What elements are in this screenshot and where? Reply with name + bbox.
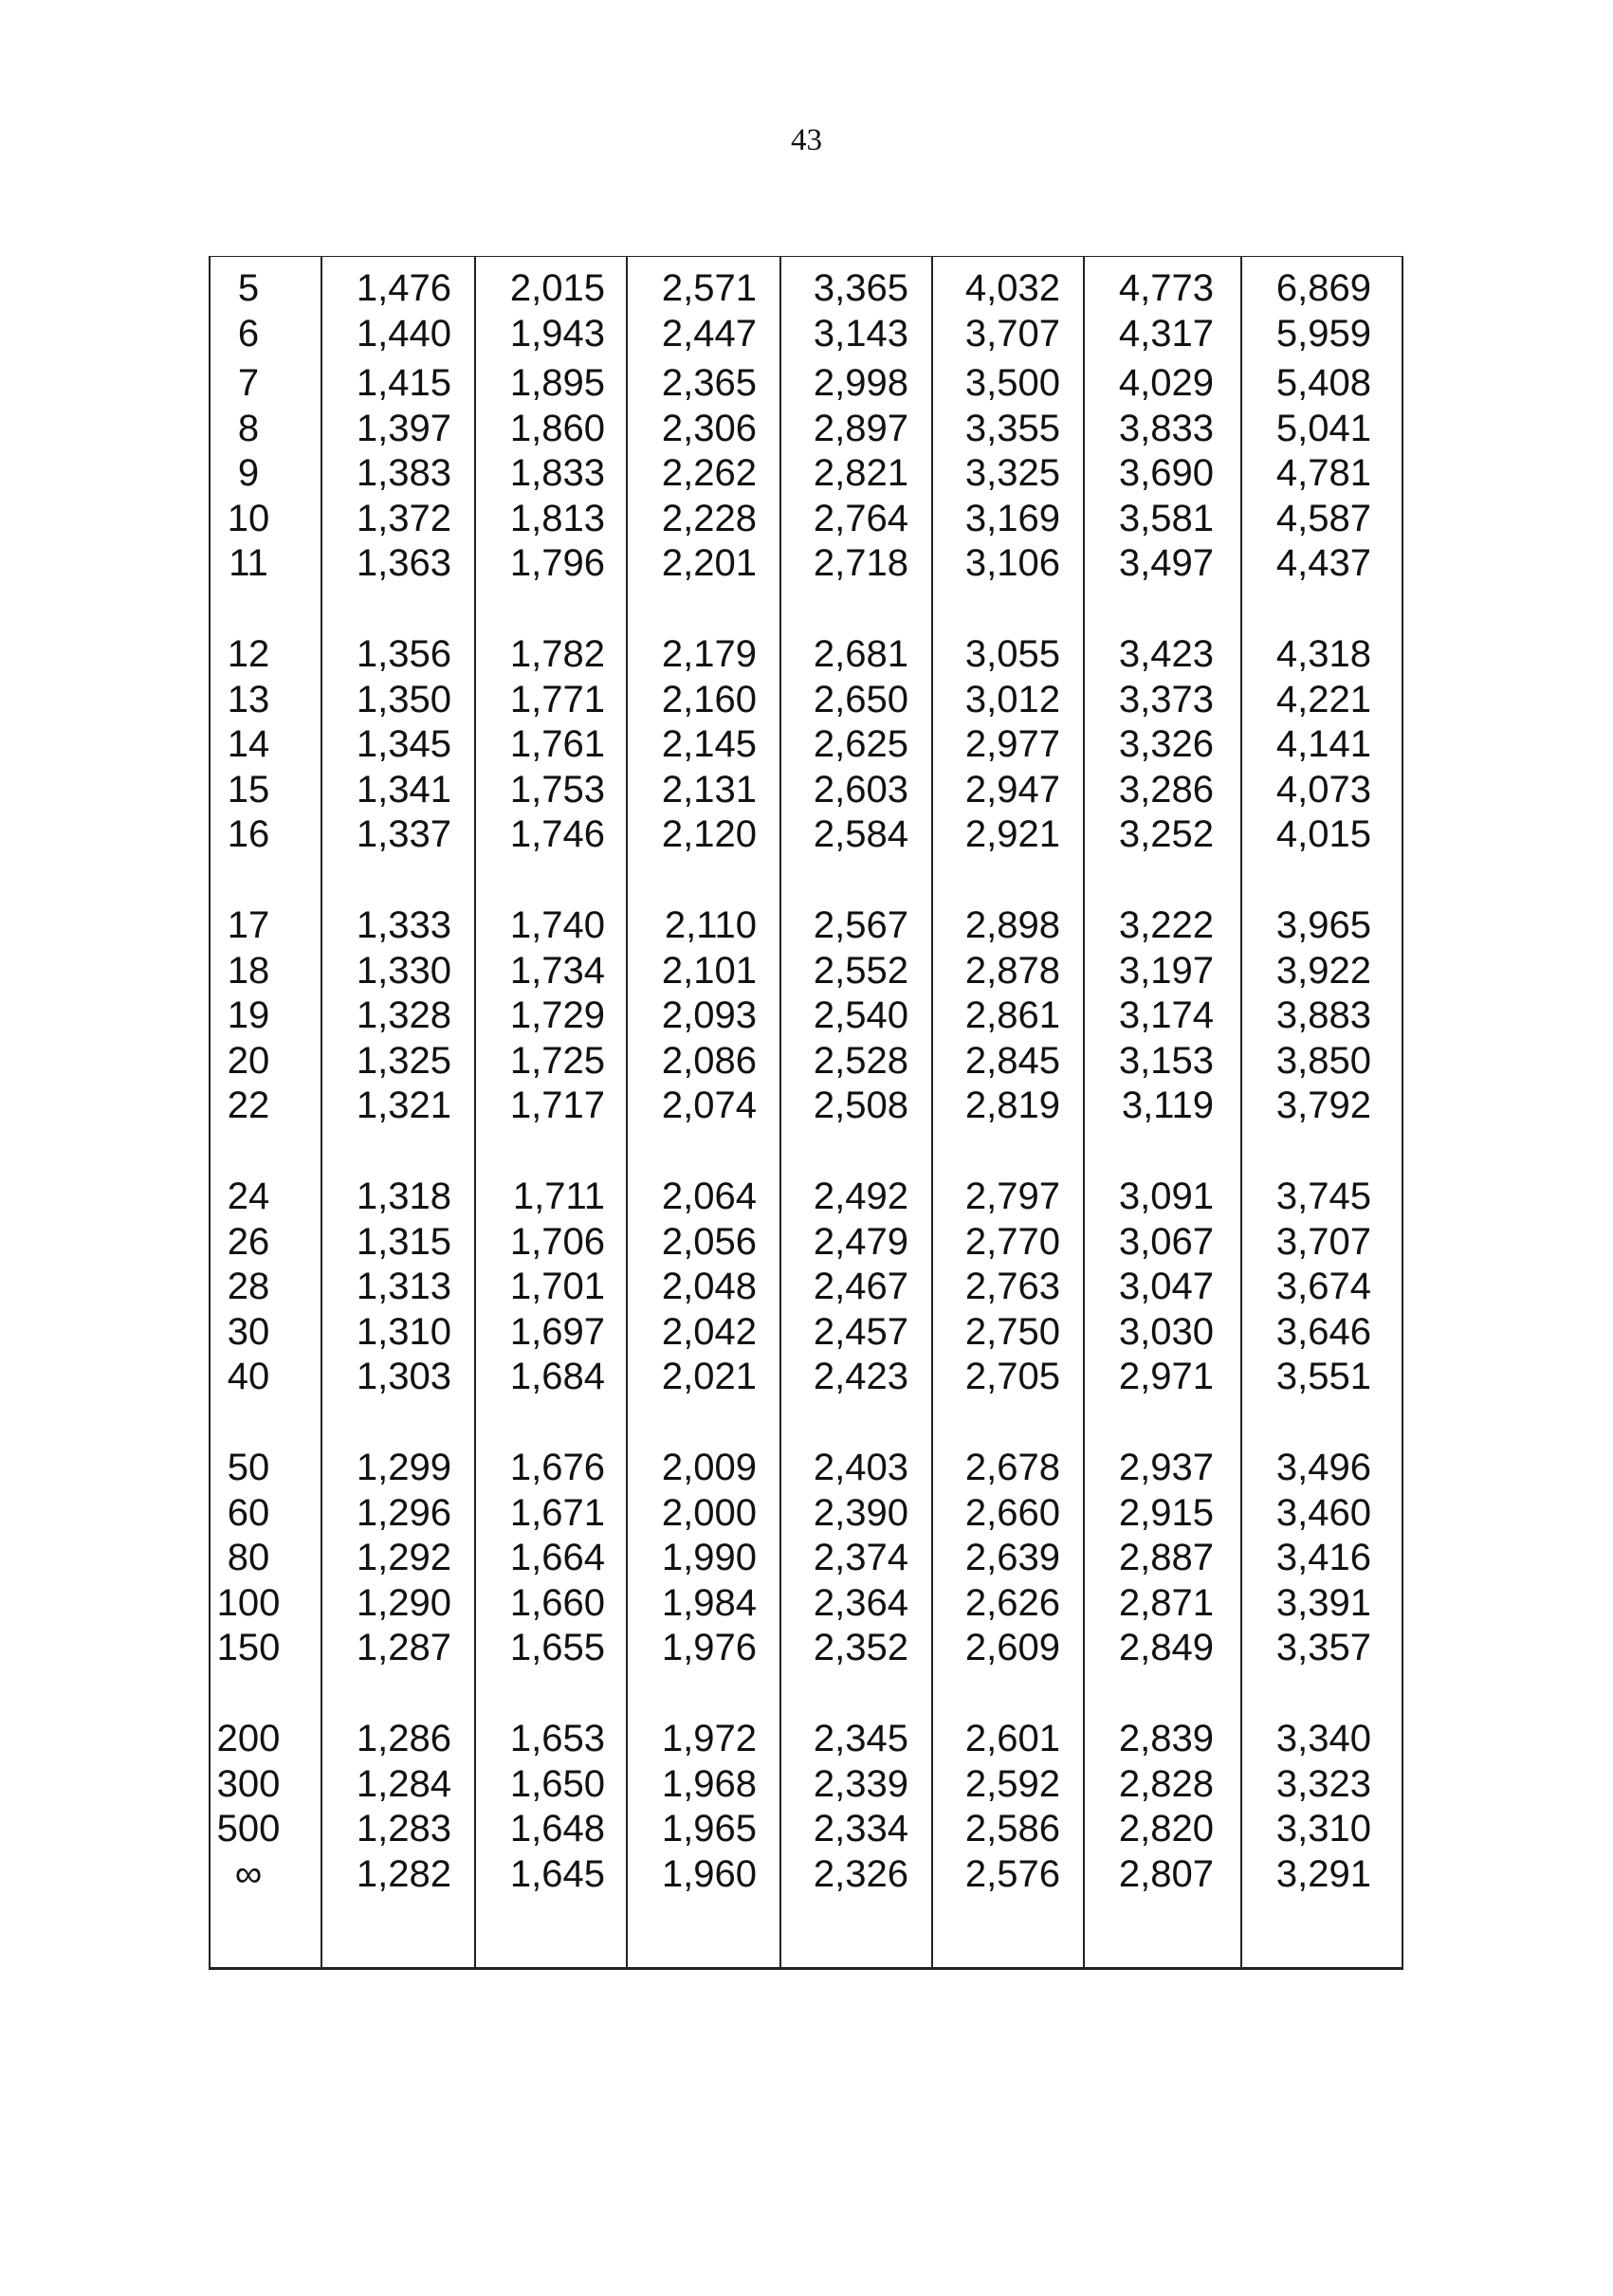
- value-cell: 2,797: [964, 1175, 1060, 1217]
- table-row: [211, 1265, 1402, 1310]
- table-row: [211, 312, 1402, 357]
- value-cell: 1,313: [356, 1266, 451, 1307]
- table-row: [211, 497, 1402, 542]
- value-cell: 3,850: [1275, 1039, 1371, 1082]
- value-cell: 1,706: [509, 1220, 605, 1263]
- value-cell: 3,067: [1118, 1220, 1214, 1263]
- degrees-of-freedom-cell: 50: [227, 1447, 270, 1488]
- table-row: [211, 1355, 1402, 1400]
- value-cell: 1,972: [661, 1718, 757, 1759]
- value-cell: 2,584: [813, 813, 908, 855]
- value-cell: 3,581: [1118, 497, 1214, 539]
- table-row: [211, 949, 1402, 994]
- value-cell: 2,365: [661, 362, 757, 404]
- table-row: [211, 1536, 1402, 1581]
- value-cell: 1,290: [356, 1581, 451, 1624]
- value-cell: 3,012: [964, 678, 1060, 720]
- value-cell: 2,977: [964, 723, 1060, 765]
- value-cell: 4,141: [1275, 723, 1371, 765]
- value-cell: 1,397: [356, 407, 451, 449]
- value-cell: 2,660: [964, 1491, 1060, 1534]
- value-cell: 3,690: [1118, 452, 1214, 494]
- value-cell: 1,965: [661, 1808, 757, 1850]
- value-cell: 1,333: [356, 904, 451, 946]
- degrees-of-freedom-cell: 5: [237, 267, 260, 309]
- table-row: [211, 266, 1402, 312]
- value-cell: 3,030: [1118, 1310, 1214, 1353]
- value-cell: 2,915: [1118, 1491, 1214, 1534]
- value-cell: 3,551: [1275, 1356, 1371, 1397]
- value-cell: 2,352: [813, 1627, 908, 1668]
- value-cell: 1,372: [356, 497, 451, 539]
- value-cell: 2,650: [813, 678, 908, 720]
- value-cell: 2,887: [1118, 1537, 1214, 1578]
- value-cell: 2,947: [964, 768, 1060, 811]
- value-cell: 1,653: [509, 1718, 605, 1759]
- degrees-of-freedom-cell: 30: [227, 1310, 270, 1353]
- value-cell: 3,153: [1118, 1039, 1214, 1082]
- value-cell: 2,592: [964, 1762, 1060, 1805]
- value-cell: 1,676: [509, 1447, 605, 1488]
- degrees-of-freedom-cell: 15: [227, 768, 270, 811]
- value-cell: 3,291: [1275, 1852, 1371, 1895]
- degrees-of-freedom-cell: ∞: [234, 1852, 263, 1895]
- value-cell: 2,086: [661, 1039, 757, 1082]
- degrees-of-freedom-cell: 20: [227, 1039, 270, 1082]
- degrees-of-freedom-cell: 6: [237, 312, 260, 355]
- value-cell: 2,552: [813, 949, 908, 992]
- value-cell: 2,423: [813, 1356, 908, 1397]
- degrees-of-freedom-cell: 18: [227, 949, 270, 992]
- value-cell: 1,325: [356, 1039, 451, 1082]
- table-row: [211, 1220, 1402, 1266]
- value-cell: 2,447: [661, 312, 757, 355]
- value-cell: 5,041: [1275, 407, 1371, 449]
- value-cell: 2,681: [813, 633, 908, 675]
- table-row: [211, 678, 1402, 723]
- value-cell: 1,833: [509, 452, 605, 494]
- value-cell: 4,317: [1118, 312, 1214, 355]
- value-cell: 2,110: [664, 904, 757, 946]
- table-row: [211, 1039, 1402, 1084]
- value-cell: 1,383: [356, 452, 451, 494]
- value-cell: 3,357: [1275, 1627, 1371, 1668]
- value-cell: 3,143: [813, 312, 908, 355]
- value-cell: 2,718: [813, 542, 908, 584]
- degrees-of-freedom-cell: 16: [227, 813, 270, 855]
- value-cell: 1,292: [356, 1537, 451, 1578]
- value-cell: 1,711: [512, 1175, 605, 1217]
- degrees-of-freedom-cell: 80: [227, 1537, 270, 1578]
- value-cell: 2,705: [964, 1356, 1060, 1397]
- value-cell: 4,781: [1275, 452, 1371, 494]
- degrees-of-freedom-cell: 17: [227, 904, 270, 946]
- value-cell: 2,345: [813, 1718, 908, 1759]
- table-row: [211, 407, 1402, 452]
- value-cell: 3,373: [1118, 678, 1214, 720]
- value-cell: 2,998: [813, 362, 908, 404]
- degrees-of-freedom-cell: 14: [227, 723, 270, 765]
- degrees-of-freedom-cell: 7: [237, 362, 260, 404]
- value-cell: 3,745: [1275, 1175, 1371, 1217]
- value-cell: 2,508: [813, 1084, 908, 1126]
- value-cell: 3,055: [964, 633, 1060, 675]
- value-cell: 4,587: [1275, 497, 1371, 539]
- value-cell: 3,497: [1118, 542, 1214, 584]
- value-cell: 3,355: [964, 407, 1060, 449]
- value-cell: 1,746: [509, 813, 605, 855]
- degrees-of-freedom-cell: 13: [227, 678, 270, 720]
- page-number: 43: [791, 123, 822, 157]
- value-cell: 2,179: [661, 633, 757, 675]
- value-cell: 1,697: [509, 1310, 605, 1353]
- value-cell: 2,120: [661, 813, 757, 855]
- table-row: [211, 361, 1402, 407]
- value-cell: 1,729: [509, 994, 605, 1036]
- value-cell: 2,839: [1118, 1718, 1214, 1759]
- value-cell: 2,639: [964, 1537, 1060, 1578]
- value-cell: 3,091: [1118, 1175, 1214, 1217]
- value-cell: 3,323: [1275, 1762, 1371, 1805]
- value-cell: 1,315: [356, 1220, 451, 1263]
- value-cell: 1,286: [356, 1718, 451, 1759]
- value-cell: 2,009: [661, 1447, 757, 1488]
- value-cell: 1,771: [509, 678, 605, 720]
- value-cell: 1,282: [356, 1852, 451, 1895]
- row-group: [211, 632, 1402, 903]
- value-cell: 2,763: [964, 1266, 1060, 1307]
- value-cell: 2,898: [964, 904, 1060, 946]
- value-cell: 1,717: [509, 1084, 605, 1126]
- table-row: [211, 1717, 1402, 1762]
- value-cell: 2,528: [813, 1039, 908, 1082]
- value-cell: 2,390: [813, 1491, 908, 1534]
- value-cell: 1,476: [356, 267, 451, 309]
- value-cell: 1,895: [509, 362, 605, 404]
- value-cell: 1,440: [356, 312, 451, 355]
- degrees-of-freedom-cell: 10: [227, 497, 270, 539]
- degrees-of-freedom-cell: 22: [227, 1084, 270, 1126]
- value-cell: 2,334: [813, 1808, 908, 1850]
- value-cell: 2,878: [964, 949, 1060, 992]
- value-cell: 2,064: [661, 1175, 757, 1217]
- table-row: [211, 768, 1402, 813]
- value-cell: 3,922: [1275, 949, 1371, 992]
- value-cell: 2,145: [661, 723, 757, 765]
- table-row: [211, 1626, 1402, 1671]
- value-cell: 2,937: [1118, 1447, 1214, 1488]
- row-group: [211, 1717, 1402, 1988]
- value-cell: 1,976: [661, 1627, 757, 1668]
- value-cell: 2,467: [813, 1266, 908, 1307]
- table-row: [211, 451, 1402, 497]
- degrees-of-freedom-cell: 40: [227, 1356, 270, 1397]
- value-cell: 3,883: [1275, 994, 1371, 1036]
- value-cell: 2,567: [813, 904, 908, 946]
- value-cell: 2,921: [964, 813, 1060, 855]
- value-cell: 3,792: [1275, 1084, 1371, 1126]
- value-cell: 2,074: [661, 1084, 757, 1126]
- value-cell: 2,000: [661, 1491, 757, 1534]
- degrees-of-freedom-cell: 9: [237, 452, 260, 494]
- value-cell: 2,021: [661, 1356, 757, 1397]
- value-cell: 2,540: [813, 994, 908, 1036]
- value-cell: 1,813: [509, 497, 605, 539]
- value-cell: 3,674: [1275, 1266, 1371, 1307]
- value-cell: 2,750: [964, 1310, 1060, 1353]
- row-group: [211, 1446, 1402, 1717]
- value-cell: 2,492: [813, 1175, 908, 1217]
- value-cell: 2,819: [964, 1084, 1060, 1126]
- value-cell: 2,056: [661, 1220, 757, 1263]
- value-cell: 3,500: [964, 362, 1060, 404]
- table-row: [211, 1581, 1402, 1627]
- value-cell: 4,773: [1118, 267, 1214, 309]
- value-cell: 2,678: [964, 1447, 1060, 1488]
- value-cell: 4,073: [1275, 768, 1371, 811]
- degrees-of-freedom-cell: 100: [216, 1581, 281, 1624]
- value-cell: 1,684: [509, 1356, 605, 1397]
- value-cell: 6,869: [1275, 267, 1371, 309]
- value-cell: 1,740: [509, 904, 605, 946]
- table-row: [211, 1084, 1402, 1129]
- value-cell: 1,318: [356, 1175, 451, 1217]
- value-cell: 3,222: [1118, 904, 1214, 946]
- value-cell: 3,646: [1275, 1310, 1371, 1353]
- value-cell: 2,625: [813, 723, 908, 765]
- value-cell: 2,042: [661, 1310, 757, 1353]
- value-cell: 1,960: [661, 1852, 757, 1895]
- value-cell: 3,174: [1118, 994, 1214, 1036]
- value-cell: 1,753: [509, 768, 605, 811]
- row-group: [211, 1175, 1402, 1446]
- row-group: [211, 903, 1402, 1175]
- value-cell: 3,047: [1118, 1266, 1214, 1307]
- table-row: [211, 1310, 1402, 1356]
- value-cell: 1,296: [356, 1491, 451, 1534]
- value-cell: 2,228: [661, 497, 757, 539]
- value-cell: 2,849: [1118, 1627, 1214, 1668]
- degrees-of-freedom-cell: 24: [227, 1175, 270, 1217]
- degrees-of-freedom-cell: 200: [216, 1718, 281, 1759]
- value-cell: 1,310: [356, 1310, 451, 1353]
- value-cell: 2,609: [964, 1627, 1060, 1668]
- value-cell: 2,828: [1118, 1762, 1214, 1805]
- value-cell: 3,707: [964, 312, 1060, 355]
- value-cell: 2,262: [661, 452, 757, 494]
- degrees-of-freedom-cell: 300: [216, 1762, 281, 1805]
- value-cell: 3,423: [1118, 633, 1214, 675]
- value-cell: 3,965: [1275, 904, 1371, 946]
- table-row: [211, 632, 1402, 678]
- table-row: [211, 1175, 1402, 1220]
- value-cell: 1,664: [509, 1537, 605, 1578]
- value-cell: 1,984: [661, 1581, 757, 1624]
- value-cell: 3,169: [964, 497, 1060, 539]
- table-row: [211, 1491, 1402, 1537]
- value-cell: 2,845: [964, 1039, 1060, 1082]
- value-cell: 2,586: [964, 1808, 1060, 1850]
- table-row: [211, 903, 1402, 949]
- value-cell: 2,897: [813, 407, 908, 449]
- value-cell: 1,645: [509, 1852, 605, 1895]
- value-cell: 1,283: [356, 1808, 451, 1850]
- value-cell: 1,701: [509, 1266, 605, 1307]
- value-cell: 1,860: [509, 407, 605, 449]
- degrees-of-freedom-cell: 500: [216, 1808, 281, 1850]
- value-cell: 2,131: [661, 768, 757, 811]
- value-cell: 2,457: [813, 1310, 908, 1353]
- value-cell: 1,660: [509, 1581, 605, 1624]
- value-cell: 1,648: [509, 1808, 605, 1850]
- value-cell: 2,339: [813, 1762, 908, 1805]
- degrees-of-freedom-cell: 60: [227, 1491, 270, 1534]
- value-cell: 2,764: [813, 497, 908, 539]
- value-cell: 2,048: [661, 1266, 757, 1307]
- value-cell: 4,029: [1118, 362, 1214, 404]
- value-cell: 1,968: [661, 1762, 757, 1805]
- value-cell: 1,363: [356, 542, 451, 584]
- value-cell: 3,119: [1121, 1084, 1214, 1126]
- value-cell: 2,626: [964, 1581, 1060, 1624]
- value-cell: 1,734: [509, 949, 605, 992]
- value-cell: 2,770: [964, 1220, 1060, 1263]
- value-cell: 4,437: [1275, 542, 1371, 584]
- value-cell: 2,807: [1118, 1852, 1214, 1895]
- value-cell: 3,326: [1118, 723, 1214, 765]
- value-cell: 2,479: [813, 1220, 908, 1263]
- value-cell: 4,015: [1275, 813, 1371, 855]
- table-row: [211, 993, 1402, 1039]
- value-cell: 2,201: [661, 542, 757, 584]
- degrees-of-freedom-cell: 8: [237, 407, 260, 449]
- table-row: [211, 812, 1402, 858]
- row-group: [211, 266, 1402, 361]
- value-cell: 1,350: [356, 678, 451, 720]
- value-cell: 3,325: [964, 452, 1060, 494]
- value-cell: 2,571: [661, 267, 757, 309]
- value-cell: 1,943: [509, 312, 605, 355]
- value-cell: 5,408: [1275, 362, 1371, 404]
- value-cell: 3,460: [1275, 1491, 1371, 1534]
- value-cell: 3,197: [1118, 949, 1214, 992]
- value-cell: 2,403: [813, 1447, 908, 1488]
- value-cell: 3,496: [1275, 1447, 1371, 1488]
- value-cell: 2,821: [813, 452, 908, 494]
- value-cell: 1,725: [509, 1039, 605, 1082]
- value-cell: 2,101: [661, 949, 757, 992]
- value-cell: 3,310: [1275, 1808, 1371, 1850]
- table-row: [211, 1807, 1402, 1852]
- value-cell: 2,306: [661, 407, 757, 449]
- row-group: [211, 361, 1402, 632]
- value-cell: 3,252: [1118, 813, 1214, 855]
- value-cell: 2,160: [661, 678, 757, 720]
- value-cell: 1,990: [661, 1537, 757, 1578]
- degrees-of-freedom-cell: 28: [227, 1266, 270, 1307]
- value-cell: 1,321: [356, 1084, 451, 1126]
- value-cell: 4,221: [1275, 678, 1371, 720]
- value-cell: 4,032: [964, 267, 1060, 309]
- value-cell: 2,374: [813, 1537, 908, 1578]
- value-cell: 1,287: [356, 1627, 451, 1668]
- critical-values-table: [209, 256, 1403, 1970]
- degrees-of-freedom-cell: 12: [227, 633, 270, 675]
- value-cell: 2,326: [813, 1852, 908, 1895]
- value-cell: 1,782: [509, 633, 605, 675]
- value-cell: 2,603: [813, 768, 908, 811]
- value-cell: 3,286: [1118, 768, 1214, 811]
- table-row: [211, 1762, 1402, 1808]
- value-cell: 3,416: [1275, 1537, 1371, 1578]
- value-cell: 3,391: [1275, 1581, 1371, 1624]
- value-cell: 1,761: [509, 723, 605, 765]
- value-cell: 1,655: [509, 1627, 605, 1668]
- value-cell: 3,707: [1275, 1220, 1371, 1263]
- value-cell: 1,299: [356, 1447, 451, 1488]
- value-cell: 1,328: [356, 994, 451, 1036]
- value-cell: 3,106: [964, 542, 1060, 584]
- value-cell: 1,330: [356, 949, 451, 992]
- table-row: [211, 541, 1402, 587]
- degrees-of-freedom-cell: 11: [229, 542, 268, 584]
- value-cell: 1,303: [356, 1356, 451, 1397]
- table-row: [211, 1446, 1402, 1491]
- degrees-of-freedom-cell: 150: [216, 1627, 281, 1668]
- value-cell: 1,341: [356, 768, 451, 811]
- value-cell: 1,337: [356, 813, 451, 855]
- value-cell: 1,796: [509, 542, 605, 584]
- table-body: [211, 266, 1402, 1988]
- value-cell: 2,971: [1118, 1356, 1214, 1397]
- value-cell: 3,833: [1118, 407, 1214, 449]
- value-cell: 1,671: [509, 1491, 605, 1534]
- value-cell: 3,340: [1275, 1718, 1371, 1759]
- value-cell: 2,820: [1118, 1808, 1214, 1850]
- value-cell: 1,284: [356, 1762, 451, 1805]
- value-cell: 2,364: [813, 1581, 908, 1624]
- value-cell: 1,345: [356, 723, 451, 765]
- value-cell: 1,415: [356, 362, 451, 404]
- table-row: [211, 1852, 1402, 1898]
- degrees-of-freedom-cell: 19: [227, 994, 270, 1036]
- value-cell: 3,365: [813, 267, 908, 309]
- table-row: [211, 722, 1402, 768]
- value-cell: 2,861: [964, 994, 1060, 1036]
- value-cell: 2,576: [964, 1852, 1060, 1895]
- value-cell: 2,871: [1118, 1581, 1214, 1624]
- degrees-of-freedom-cell: 26: [227, 1220, 270, 1263]
- value-cell: 2,015: [509, 267, 605, 309]
- value-cell: 2,601: [964, 1718, 1060, 1759]
- value-cell: 1,650: [509, 1762, 605, 1805]
- value-cell: 5,959: [1275, 312, 1371, 355]
- value-cell: 4,318: [1275, 633, 1371, 675]
- value-cell: 1,356: [356, 633, 451, 675]
- value-cell: 2,093: [661, 994, 757, 1036]
